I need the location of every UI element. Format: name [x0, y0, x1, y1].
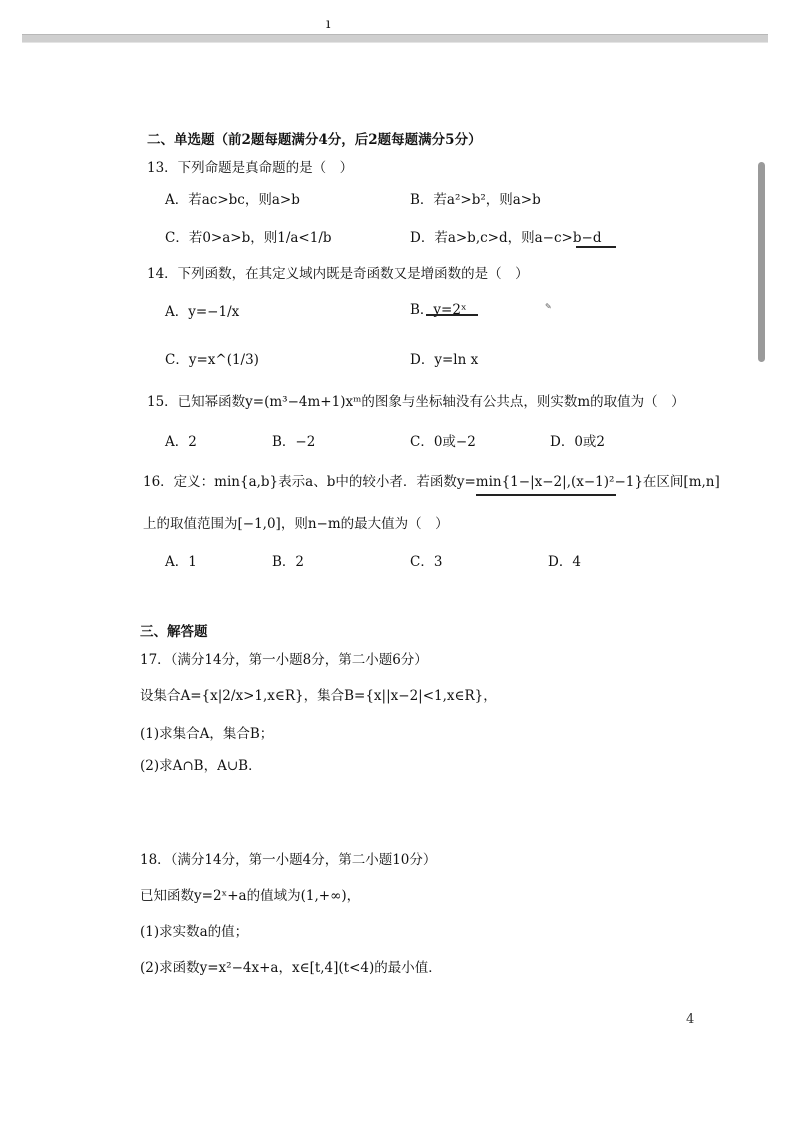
q14-option-d: D．y=ln x [410, 352, 479, 368]
page-number: 4 [686, 1012, 695, 1027]
question-15-stem: 15．已知幂函数y=(m³−4m+1)xᵐ的图象与坐标轴没有公共点，则实数m的取值为（ ） [147, 394, 685, 410]
scrollbar[interactable] [758, 162, 765, 362]
q16-option-d: D．4 [548, 554, 581, 570]
scan-mark: ı [326, 16, 331, 32]
question-17-part1: (1)求集合A，集合B； [140, 726, 274, 742]
question-16-stem-line2: 上的取值范围为[−1,0]，则n−m的最大值为（ ） [143, 516, 449, 532]
question-14-stem: 14．下列函数，在其定义域内既是奇函数又是增函数的是（ ） [147, 266, 529, 282]
question-18-part1: (1)求实数a的值； [140, 924, 249, 940]
question-17-part2: (2)求A∩B，A∪B． [140, 758, 262, 774]
handwritten-scribble: ✎ [545, 302, 552, 311]
q16-option-a: A．1 [165, 554, 197, 570]
q13-option-c: C．若0>a>b，则1/a<1/b [165, 230, 332, 246]
question-18-body: 已知函数y=2ˣ+a的值域为(1,+∞)， [140, 888, 361, 904]
q15-option-c: C．0或−2 [410, 434, 476, 450]
q13-option-a: A．若ac>bc，则a>b [165, 192, 300, 208]
q14-option-b: B．y=2ˣ [410, 302, 467, 318]
q16-option-b: B．2 [272, 554, 305, 570]
q14-option-a: A．y=−1/x [165, 304, 240, 320]
question-18-header: 18．（满分14分，第一小题4分，第二小题10分） [140, 852, 437, 868]
handwritten-underline [576, 246, 616, 248]
handwritten-underline [476, 494, 616, 496]
q14-option-c: C．y=x^(1/3) [165, 352, 259, 368]
question-18-part2: (2)求函数y=x²−4x+a，x∈[t,4](t<4)的最小值． [140, 960, 442, 976]
section-title-solutions: 三、解答题 [140, 624, 208, 640]
section-title-single-choice: 二、单选题（前2题每题满分4分，后2题每题满分5分） [147, 132, 482, 148]
question-16-stem-line1: 16．定义：min{a,b}表示a、b中的较小者．若函数y=min{1−|x−2|,(x−1)²−1}在区间[m,n] [143, 474, 720, 490]
q15-option-a: A．2 [165, 434, 197, 450]
question-17-header: 17．（满分14分，第一小题8分，第二小题6分） [140, 652, 428, 668]
q15-option-b: B．−2 [272, 434, 316, 450]
q15-option-d: D．0或2 [550, 434, 606, 450]
scan-top-edge [22, 34, 768, 43]
question-13-stem: 13．下列命题是真命题的是（ ） [147, 160, 354, 176]
q13-option-b: B．若a²>b²，则a>b [410, 192, 541, 208]
question-17-body: 设集合A={x|2/x>1,x∈R}，集合B={x||x−2|<1,x∈R}， [140, 688, 497, 704]
q16-option-c: C．3 [410, 554, 443, 570]
handwritten-underline [426, 314, 478, 316]
q13-option-d: D．若a>b,c>d，则a−c>b−d [410, 230, 602, 246]
